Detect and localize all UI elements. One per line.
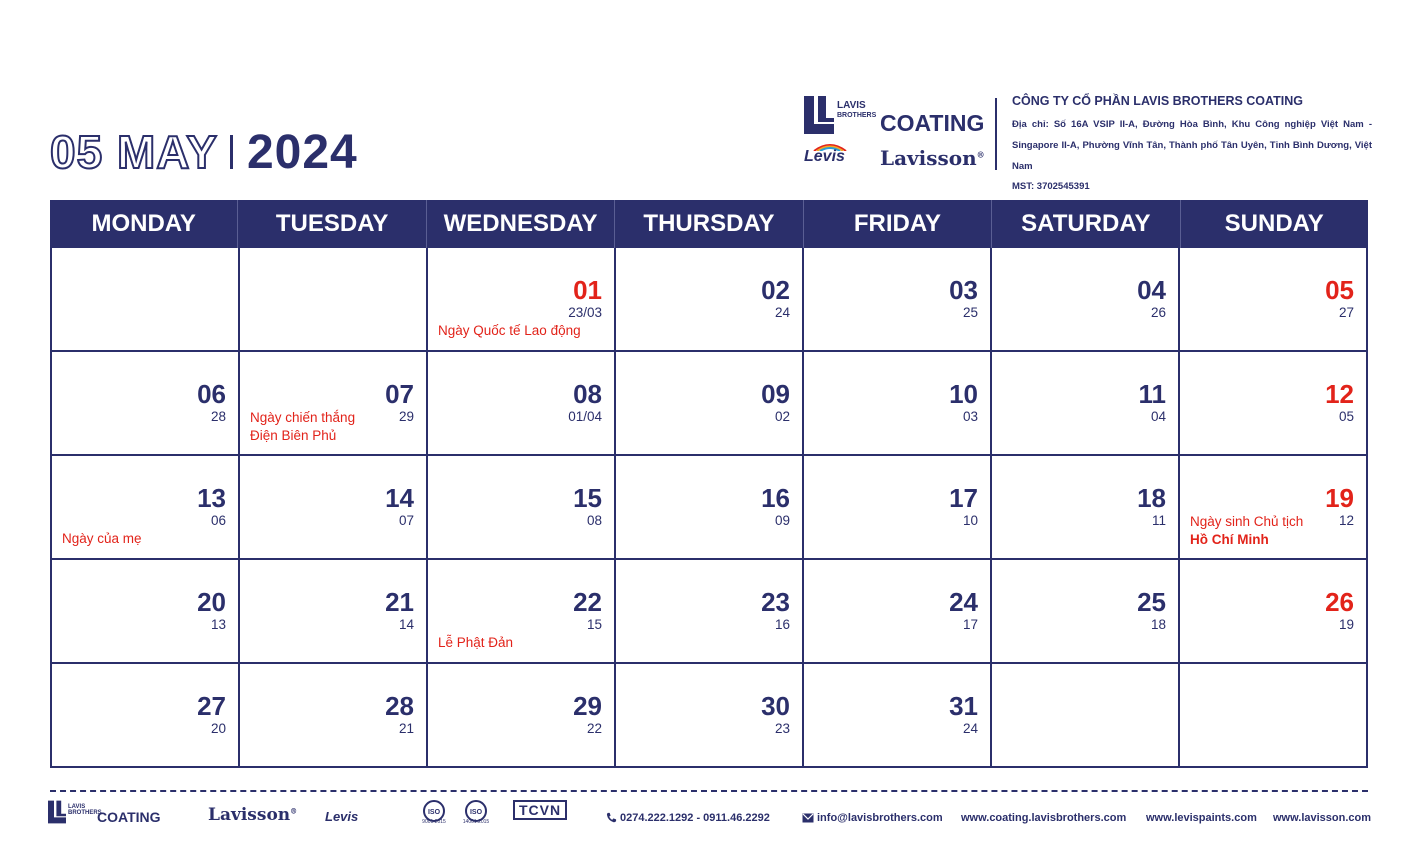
weekday-header: [50, 200, 1368, 248]
day-cell-18[interactable]: [992, 456, 1180, 558]
lunar-date: 10: [962, 513, 978, 528]
day-cell-23[interactable]: [616, 560, 804, 662]
day-number: 28: [385, 691, 414, 721]
holiday-event-line: Lễ Phật Đản: [438, 635, 514, 650]
day-cell-17[interactable]: [804, 456, 992, 558]
weekday-thursday: THURSDAY: [615, 200, 803, 248]
footer-dashed-divider: [50, 790, 1368, 792]
footer-website-coating[interactable]: www.coating.lavisbrothers.com: [961, 812, 1127, 824]
day-cell-03[interactable]: [804, 248, 992, 350]
holiday-event-line: Ngày chiến thắng: [250, 410, 356, 425]
day-cell-24[interactable]: [804, 560, 992, 662]
day-number: 15: [573, 483, 602, 513]
day-number: 23: [761, 587, 790, 617]
lunar-date: 17: [962, 617, 978, 632]
day-number: 11: [1138, 379, 1166, 409]
weekday-monday: MONDAY: [50, 200, 238, 248]
day-cell-11[interactable]: [992, 352, 1180, 454]
weekday-tuesday: TUESDAY: [238, 200, 426, 248]
day-number: 21: [385, 587, 414, 617]
month-label: 05 MAY: [50, 126, 218, 178]
calendar-week-row: [52, 350, 1368, 454]
day-cell-09[interactable]: [616, 352, 804, 454]
empty-day-cell: [1180, 664, 1368, 766]
day-number: 02: [761, 275, 790, 305]
day-number: 24: [949, 587, 978, 617]
weekday-friday: FRIDAY: [804, 200, 992, 248]
day-number: 07: [385, 379, 414, 409]
footer-email[interactable]: info@lavisbrothers.com: [802, 812, 943, 824]
day-cell-07[interactable]: [240, 352, 428, 454]
footer-website-lavisson[interactable]: www.lavisson.com: [1273, 812, 1372, 824]
lunar-date: 24: [774, 305, 790, 320]
lunar-date: 09: [774, 513, 790, 528]
holiday-event: [1190, 513, 1303, 549]
lunar-date: 13: [210, 617, 226, 632]
day-cell-21[interactable]: [240, 560, 428, 662]
day-cell-28[interactable]: [240, 664, 428, 766]
phone-icon: [606, 812, 617, 823]
day-cell-14[interactable]: [240, 456, 428, 558]
day-cell-25[interactable]: [992, 560, 1180, 662]
footer-lavisson-wordmark: Lavisson®: [208, 805, 298, 825]
lunar-date: 08: [586, 513, 602, 528]
lavis-brothers-wordmark: LAVIS BROTHERS: [837, 100, 877, 119]
day-number: 10: [949, 379, 978, 409]
day-cell-13[interactable]: [52, 456, 240, 558]
day-cell-19[interactable]: [1180, 456, 1368, 558]
day-number: 08: [573, 379, 602, 409]
weekday-sunday: SUNDAY: [1224, 210, 1324, 237]
day-cell-31[interactable]: [804, 664, 992, 766]
day-number: 31: [949, 691, 978, 721]
svg-text:ISO: ISO: [427, 809, 441, 816]
day-cell-06[interactable]: [52, 352, 240, 454]
lunar-date: 15: [586, 617, 602, 632]
day-number: 29: [573, 691, 602, 721]
year-label: 2024: [246, 125, 358, 179]
lunar-date: 28: [210, 409, 226, 424]
day-number: 06: [197, 379, 226, 409]
day-cell-10[interactable]: [804, 352, 992, 454]
calendar-week-row: [52, 454, 1368, 558]
header-divider: [995, 98, 997, 170]
svg-text:ISO: ISO: [469, 809, 483, 816]
coating-wordmark: COATING: [880, 110, 985, 136]
day-number: 30: [761, 691, 790, 721]
day-number: 04: [1137, 275, 1166, 305]
title-divider: [230, 135, 233, 169]
day-number: 20: [197, 587, 226, 617]
lunar-date: 01/04: [568, 409, 602, 424]
day-number: 18: [1137, 483, 1166, 513]
day-cell-29[interactable]: [428, 664, 616, 766]
calendar-title: [50, 122, 358, 182]
day-number: 16: [761, 483, 790, 513]
footer-levis-wordmark: Levis: [325, 809, 359, 824]
company-tax-id: MST: 3702545391: [1012, 181, 1090, 192]
lunar-date: 12: [1338, 513, 1354, 528]
holiday-event-line: Ngày Quốc tế Lao động: [438, 323, 581, 338]
lunar-date: 23/03: [568, 305, 602, 320]
calendar-grid: [50, 248, 1368, 768]
lunar-date: 23: [774, 721, 790, 736]
lunar-date: 24: [962, 721, 978, 736]
empty-day-cell: [240, 248, 428, 350]
lunar-date: 04: [1150, 409, 1166, 424]
day-number: 14: [385, 483, 414, 513]
day-number: 25: [1137, 587, 1166, 617]
lunar-date: 26: [1150, 305, 1166, 320]
day-cell-08[interactable]: [428, 352, 616, 454]
lavisson-wordmark: Lavisson®: [880, 146, 985, 170]
holiday-event-line: Điện Biên Phủ: [250, 428, 337, 443]
day-cell-26[interactable]: [1180, 560, 1368, 662]
footer-lavis-wordmark: LAVIS BROTHERS: [68, 804, 102, 816]
footer-coating-wordmark: COATING: [97, 809, 161, 825]
day-cell-15[interactable]: [428, 456, 616, 558]
day-cell-04[interactable]: [992, 248, 1180, 350]
calendar-week-row: [52, 248, 1368, 350]
day-number: 19: [1325, 483, 1354, 513]
weekday-wednesday: WEDNESDAY: [427, 200, 615, 248]
company-info: [1012, 94, 1372, 197]
lunar-date: 14: [398, 617, 414, 632]
lunar-date: 02: [774, 409, 790, 424]
empty-day-cell: [52, 248, 240, 350]
day-number: 03: [949, 275, 978, 305]
weekday-saturday: SATURDAY: [992, 200, 1180, 248]
day-cell-30[interactable]: [616, 664, 804, 766]
holiday-event: [438, 322, 581, 340]
lunar-date: 06: [210, 513, 226, 528]
day-cell-22[interactable]: [428, 560, 616, 662]
lunar-date: 21: [398, 721, 414, 736]
lunar-date: 25: [962, 305, 978, 320]
holiday-event-line: Ngày của mẹ: [62, 531, 142, 546]
lunar-date: 07: [398, 513, 414, 528]
day-cell-05[interactable]: [1180, 248, 1368, 350]
day-number: 13: [197, 483, 226, 513]
holiday-event: [62, 530, 142, 548]
lunar-date: 03: [962, 409, 978, 424]
holiday-event: [438, 634, 513, 652]
day-number: 26: [1325, 587, 1354, 617]
day-number: 05: [1325, 275, 1354, 305]
company-address: Địa chỉ: Số 16A VSIP II-A, Đường Hòa Bình, Khu Công nghiệp Việt Nam - Singapore II-A, Phường Vĩnh Tân, Thành phố Tân Uyên, Tỉnh Bình Dương, Việt Nam: [1012, 119, 1372, 172]
lunar-date: 05: [1338, 409, 1354, 424]
lunar-date: 11: [1151, 513, 1166, 528]
lunar-date: 22: [586, 721, 602, 736]
lunar-date: 18: [1150, 617, 1166, 632]
day-cell-16[interactable]: [616, 456, 804, 558]
holiday-event-line: Ngày sinh Chủ tịch: [1190, 514, 1304, 529]
iso-9001-label: 9001:2015: [422, 819, 446, 825]
lunar-date: 16: [774, 617, 790, 632]
tcvn-badge: TCVN: [513, 800, 567, 820]
lunar-date: 20: [210, 721, 226, 736]
day-number: 17: [949, 483, 978, 513]
iso-14001-label: 14001:2015: [462, 819, 490, 825]
day-cell-27[interactable]: [52, 664, 240, 766]
calendar-week-row: [52, 558, 1368, 662]
day-number: 22: [573, 587, 602, 617]
footer-phone: 0274.222.1292 - 0911.46.2292: [606, 812, 770, 824]
day-number: 01: [573, 275, 602, 305]
calendar-week-row: [52, 662, 1368, 766]
mail-icon: [802, 813, 814, 823]
brand-logos: [804, 96, 984, 176]
footer-website-levis[interactable]: www.levispaints.com: [1146, 812, 1257, 824]
day-cell-02[interactable]: [616, 248, 804, 350]
day-cell-01[interactable]: [428, 248, 616, 350]
lunar-date: 27: [1338, 305, 1354, 320]
day-cell-12[interactable]: [1180, 352, 1368, 454]
day-number: 09: [761, 379, 790, 409]
lunar-date: 29: [398, 409, 414, 424]
lavis-brothers-logo-icon: [804, 96, 834, 134]
company-name: CÔNG TY CỔ PHẦN LAVIS BROTHERS COATING: [1012, 94, 1303, 108]
day-number: 27: [197, 691, 226, 721]
day-cell-20[interactable]: [52, 560, 240, 662]
holiday-event: [250, 409, 355, 445]
levis-wordmark: Levis: [804, 148, 845, 165]
footer: [48, 797, 1373, 837]
lavis-brothers-logo-icon: [48, 800, 66, 824]
holiday-event-line: Hồ Chí Minh: [1190, 532, 1269, 547]
day-number: 12: [1325, 379, 1354, 409]
empty-day-cell: [992, 664, 1180, 766]
month-calendar: [50, 200, 1368, 768]
lunar-date: 19: [1338, 617, 1354, 632]
